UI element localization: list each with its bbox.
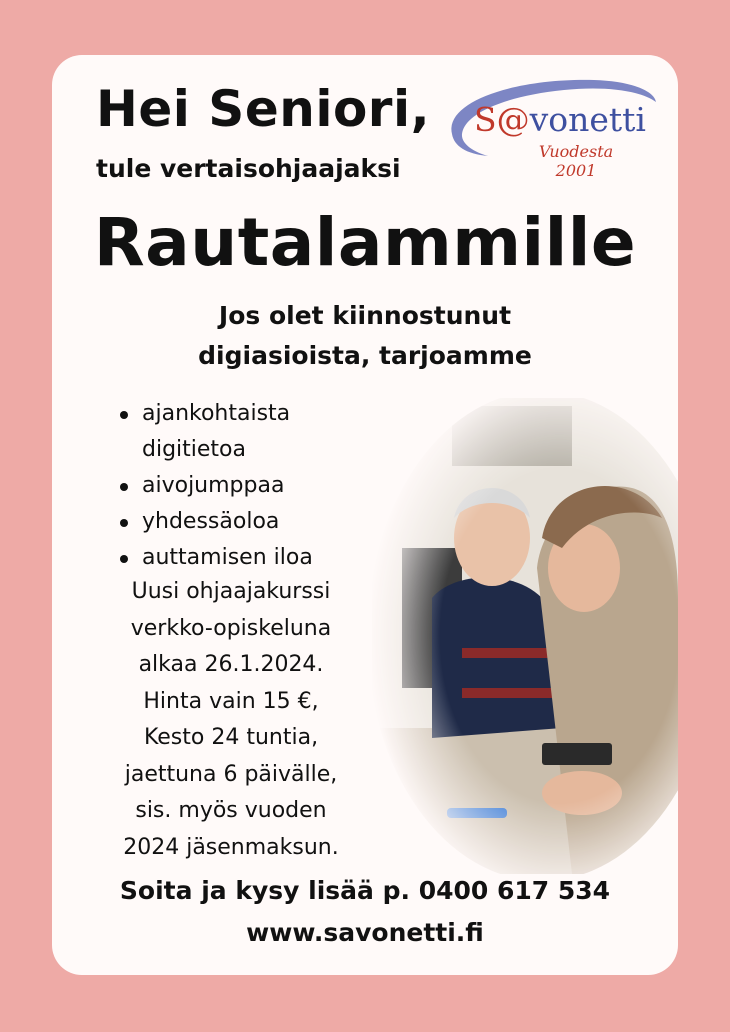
main-headline: Rautalammille [93, 204, 637, 281]
logo-wordmark: S@vonetti [474, 100, 646, 139]
logo-since: Vuodesta 2001 [538, 142, 614, 180]
contact-info [0, 870, 730, 954]
list-item: ajankohtaista digitietoa [116, 396, 332, 468]
greeting-heading: Hei Seniori, [96, 80, 431, 138]
offerings-list [116, 396, 332, 576]
list-item: aivojumppaa [116, 468, 332, 504]
phone-line: Soita ja kysy lisää p. 0400 617 534 [119, 876, 611, 905]
savonetti-logo [444, 72, 658, 184]
list-item: yhdessäoloa [116, 504, 332, 540]
course-info: Uusi ohjaajakurssi verkko-opiskeluna alkaa 26.1.2024. Hinta vain 15 €, Kesto 24 tuntia, jaettuna 6 päivälle, sis. myös vuoden 2024 jäsenmaksun. [123, 579, 339, 860]
list-item: auttamisen iloa [116, 540, 332, 576]
intro-text: Jos olet kiinnostunut digiasioista, tarjoamme [198, 301, 532, 370]
website-link[interactable]: www.savonetti.fi [246, 918, 484, 947]
seniors-photo [372, 398, 678, 874]
subtitle-heading: tule vertaisohjaajaksi [96, 154, 401, 183]
